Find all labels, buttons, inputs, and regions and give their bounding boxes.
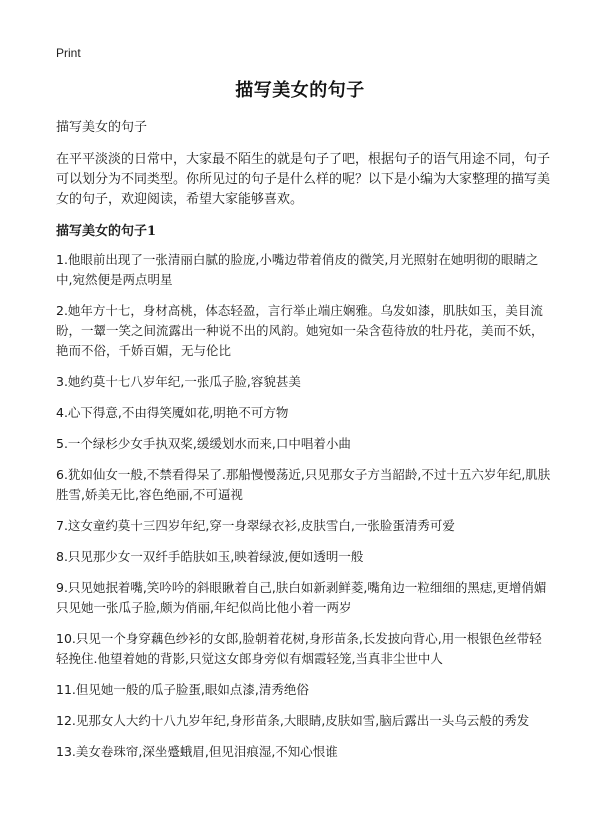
list-item: 11.但见她一般的瓜子脸蛋,眼如点漆,清秀绝俗 <box>56 682 309 697</box>
page-title: 描写美女的句子 <box>235 80 365 101</box>
list-item: 2.她年方十七，身材高桃，体态轻盈，言行举止端庄娴雅。乌发如漆，肌肤如玉，美目流盼，一颦一笑之间流露出一种说不出的风韵。她宛如一朵含苞待放的牡丹花，美而不妖，艳而不俗，千娇百媚，无与伦比 <box>56 303 544 358</box>
list-item: 9.只见她抿着嘴,笑吟吟的斜眼瞅着自己,肤白如新剥鲜菱,嘴角边一粒细细的黑痣,更增俏媚只见她一张瓜子脸,颇为俏丽,年纪似尚比他小着一两岁 <box>56 580 547 615</box>
intro-paragraph: 在平平淡淡的日常中，大家最不陌生的就是句子了吧，根据句子的语气用途不同，句子可以划分为不同类型。你所见过的句子是什么样的呢？以下是小编为大家整理的描写美女的句子，欢迎阅读，希望大家能够喜欢。 <box>56 152 551 207</box>
list-item: 13.美女卷珠帘,深坐蹙蛾眉,但见泪痕湿,不知心恨谁 <box>56 744 338 759</box>
list-item: 6.犹如仙女一般,不禁看得呆了.那船慢慢荡近,只见那女子方当韶龄,不过十五六岁年纪,肌肤胜雪,娇美无比,容色绝丽,不可逼视 <box>56 467 551 502</box>
list-item: 1.他眼前出现了一张清丽白腻的脸庞,小嘴边带着俏皮的微笑,月光照射在她明彻的眼睛之中,宛然便是两点明星 <box>56 252 539 287</box>
sentence-list <box>56 250 554 762</box>
print-link[interactable]: Print <box>56 46 81 60</box>
list-item: 4.心下得意,不由得笑魇如花,明艳不可方物 <box>56 405 289 420</box>
document-body <box>56 118 554 773</box>
section-heading: 描写美女的句子1 <box>56 224 157 239</box>
list-item: 10.只见一个身穿藕色纱衫的女郎,脸朝着花树,身形苗条,长发披向背心,用一根银色丝带轻轻挽住.他望着她的背影,只觉这女郎身旁似有烟霞轻笼,当真非尘世中人 <box>56 631 542 666</box>
list-item: 7.这女童约莫十三四岁年纪,穿一身翠绿衣衫,皮肤雪白,一张脸蛋清秀可爱 <box>56 518 455 533</box>
list-item: 3.她约莫十七八岁年纪,一张瓜子脸,容貌甚美 <box>56 374 301 389</box>
list-item: 8.只见那少女一双纤手皓肤如玉,映着绿波,便如透明一般 <box>56 549 364 564</box>
list-item: 12.见那女人大约十八九岁年纪,身形苗条,大眼睛,皮肤如雪,脑后露出一头乌云般的秀发 <box>56 713 530 728</box>
subtitle: 描写美女的句子 <box>56 120 148 135</box>
list-item: 5.一个绿杉少女手执双桨,缓缓划水而来,口中唱着小曲 <box>56 436 351 451</box>
